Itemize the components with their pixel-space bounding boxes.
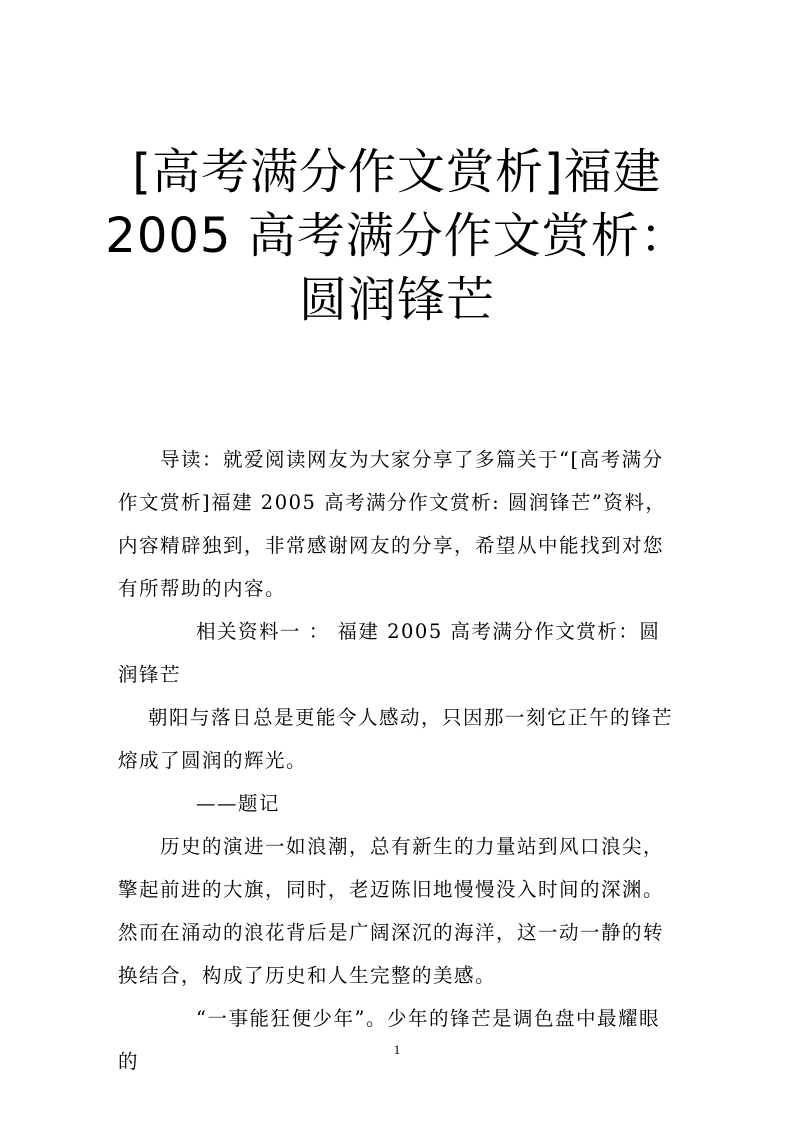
intro-paragraph: 导读：就爱阅读网友为大家分享了多篇关于“[高考满分作文赏析]福建 2005 高考满分作文赏析: 圆润锋芒”资料，内容精辟独到，非常感谢网友的分享，希望从中能找到对您有所帮助的内容。 <box>118 448 667 600</box>
section-heading: 相关资料一 ： 福建 2005 高考满分作文赏析：圆润锋芒 <box>118 620 661 686</box>
title-line-1: [高考满分作文赏析]福建 <box>132 144 662 200</box>
epigraph: 朝阳与落日总是更能令人感动，只因那一刻它正午的锋芒熔成了圆润的辉光。 <box>118 706 674 772</box>
epigraph-source: ——题记 <box>196 792 281 815</box>
document-title <box>60 140 734 332</box>
title-line-2: 2005 高考满分作文赏析： <box>105 208 689 264</box>
page-number: 1 <box>393 1042 401 1057</box>
document-body <box>118 438 678 1083</box>
body-paragraph-2: “一事能狂便少年”。少年的锋芒是调色盘中最耀眼的 <box>118 1007 660 1073</box>
body-paragraph-1: 历史的演进一如浪潮，总有新生的力量站到风口浪尖，擎起前进的大旗，同时，老迈陈旧地慢慢没入时间的深渊。然而在涌动的浪花背后是广阔深沉的海洋，这一动一静的转换结合，构成了历史和人生完整的美感。 <box>118 835 665 987</box>
title-line-3: 圆润锋芒 <box>298 272 495 328</box>
